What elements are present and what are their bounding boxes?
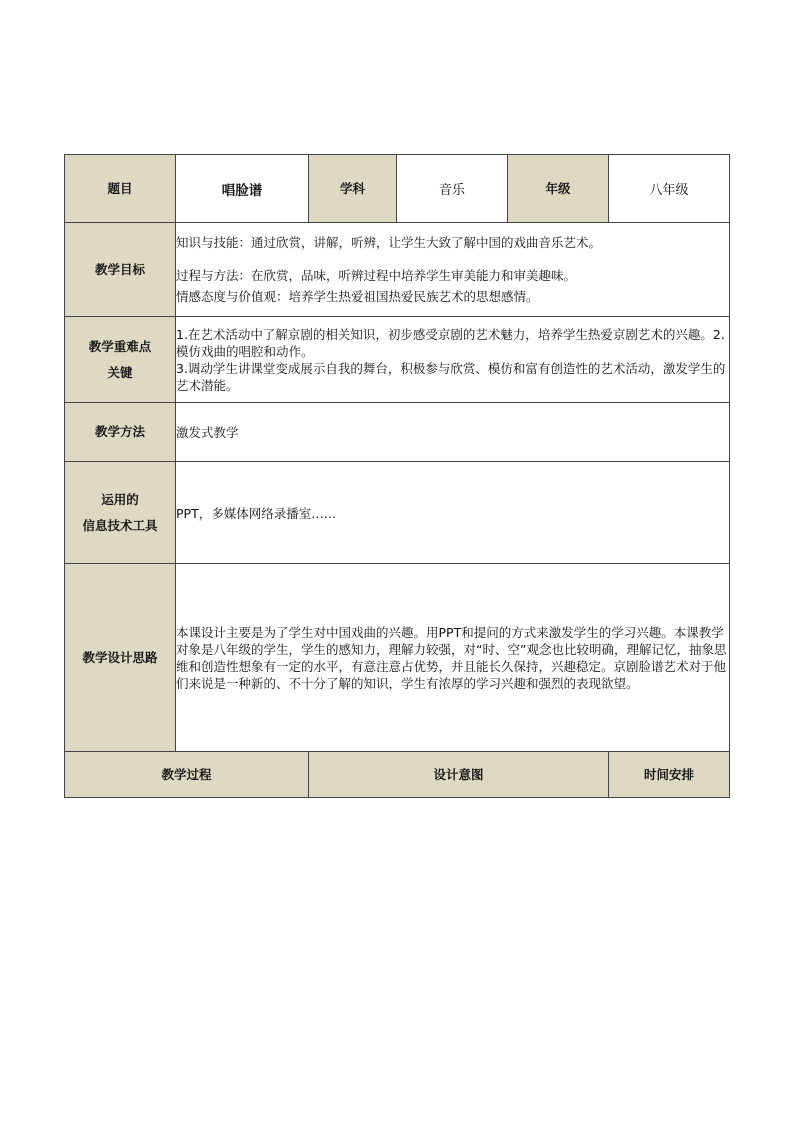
method-label: 教学方法 (65, 403, 176, 462)
header-row (65, 155, 730, 223)
objectives-label: 教学目标 (65, 223, 176, 317)
topic-title: 唱脸谱 (221, 182, 263, 199)
method-row (65, 403, 730, 462)
topic-label: 题目 (65, 155, 176, 223)
key-point-item: 1.在艺术活动中了解京剧的相关知识，初步感受京剧的艺术魅力，培养学生热爱京剧艺术的兴趣。2.模仿戏曲的唱腔和动作。 (176, 326, 725, 359)
topic-value (176, 155, 309, 223)
tools-value: PPT，多媒体网络录播室…… (176, 462, 730, 564)
key-points-label-line1: 教学重难点 (88, 338, 152, 354)
process-label: 教学过程 (65, 752, 309, 798)
key-points-label-line2: 关键 (107, 364, 133, 380)
key-points-content (176, 317, 730, 403)
method-value: 激发式教学 (176, 403, 730, 462)
objective-emotion: 情感态度与价值观：培养学生热爱祖国热爱民族艺术的思想感情。 (176, 289, 539, 304)
footer-row (65, 752, 730, 798)
time-label: 时间安排 (609, 752, 730, 798)
key-points-label (65, 317, 176, 403)
subject-value: 音乐 (397, 155, 508, 223)
subject-label: 学科 (309, 155, 397, 223)
key-points-row (65, 317, 730, 403)
grade-label: 年级 (508, 155, 609, 223)
lesson-plan-table (64, 154, 730, 798)
design-label: 教学设计思路 (65, 564, 176, 752)
intent-label: 设计意图 (309, 752, 609, 798)
tools-label (65, 462, 176, 564)
objectives-row (65, 223, 730, 317)
design-content: 本课设计主要是为了学生对中国戏曲的兴趣。用PPT和提问的方式来激发学生的学习兴趣。本课教学对象是八年级的学生，学生的感知力，理解力较强，对“时、空”观念也比较明确，理解记忆，抽象思维和创造性想象有一定的水平，有意注意占优势，并且能长久保持，兴趣稳定。京剧脸谱艺术对于他们来说是一种新的、不十分了解的知识，学生有浓厚的学习兴趣和强烈的表现欲望。 (176, 564, 730, 752)
objective-knowledge: 知识与技能：通过欣赏，讲解，听辨，让学生大致了解中国的戏曲音乐艺术。 (176, 235, 602, 250)
objectives-content (176, 223, 730, 317)
key-point-item: 3.调动学生讲课堂变成展示自我的舞台，积极参与欣赏、模仿和富有创造性的艺术活动，激发学生的艺术潜能。 (176, 360, 726, 393)
objective-process: 过程与方法：在欣赏，品味，听辨过程中培养学生审美能力和审美趣味。 (176, 268, 577, 283)
design-row (65, 564, 730, 752)
grade-value: 八年级 (609, 155, 730, 223)
tools-label-line2: 信息技术工具 (82, 517, 158, 533)
tools-row (65, 462, 730, 564)
tools-label-line1: 运用的 (101, 491, 139, 507)
